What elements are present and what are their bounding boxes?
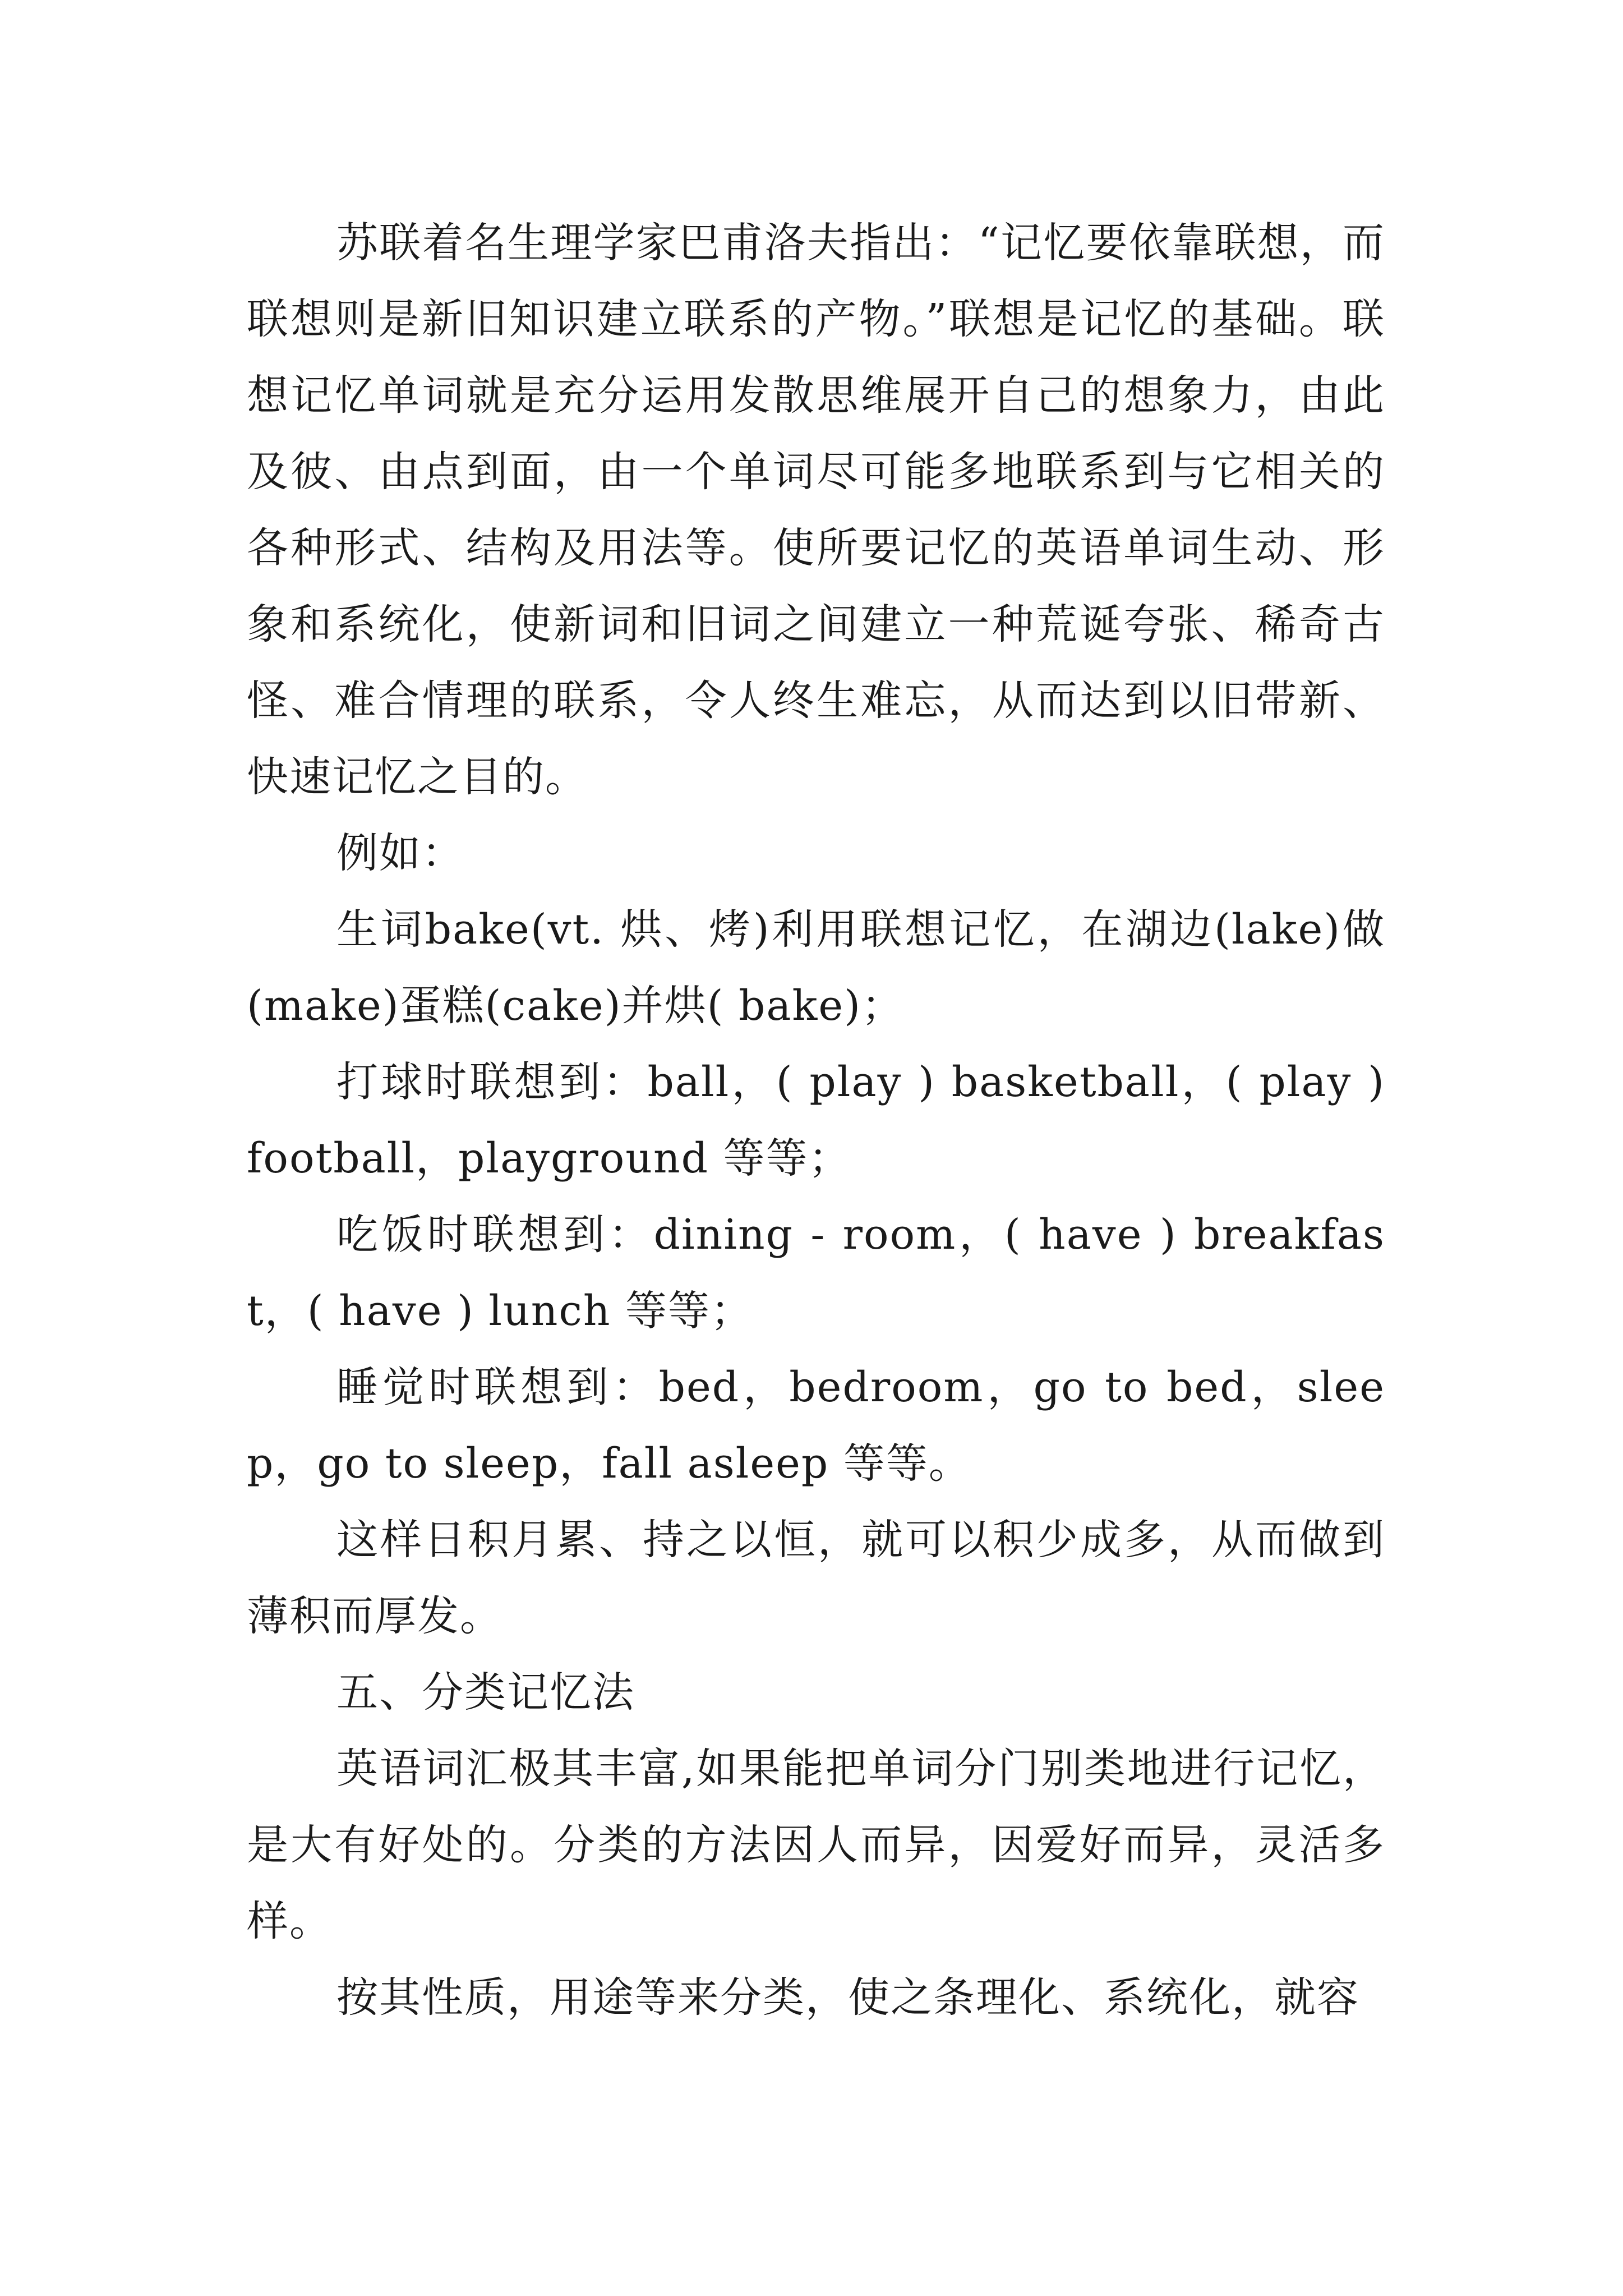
paragraph-ball-example: 打球时联想到：ball，( play ) basketball，( play ) football，playground 等等； [247,1058,1385,1182]
document-body [247,205,1385,2036]
paragraph-accumulate: 这样日积月累、持之以恒，就可以积少成多，从而做到薄积而厚发。 [247,1516,1385,1640]
paragraph-dining-example: 吃饭时联想到：dining - room，( have ) breakfast，( have ) lunch 等等； [247,1211,1385,1335]
paragraph-sleep-example: 睡觉时联想到：bed，bedroom，go to bed，sleep，go to sleep，fall asleep 等等。 [247,1363,1385,1488]
paragraph-bake-example: 生词bake(vt. 烘、烤)利用联想记忆，在湖边(lake)做(make)蛋糕(cake)并烘( bake)； [247,905,1385,1030]
section-heading-classification: 五、分类记忆法 [336,1668,635,1717]
paragraph-association-memory: 苏联着名生理学家巴甫洛夫指出：“记忆要依靠联想，而联想则是新旧知识建立联系的产物。”联想是记忆的基础。联想记忆单词就是充分运用发散思维展开自己的想象力，由此及彼、由点到面，由一个单词尽可能多地联系到与它相关的各种形式、结构及用法等。使所要记忆的英语单词生动、形象和系统化，使新词和旧词之间建立一种荒诞夸张、稀奇古怪、难合情理的联系，令人终生难忘，从而达到以旧带新、快速记忆之目的。 [247,219,1385,801]
paragraph-classification-intro: 英语词汇极其丰富,如果能把单词分门别类地进行记忆，是大有好处的。分类的方法因人而异，因爱好而异，灵活多样。 [247,1745,1385,1945]
paragraph-example-intro: 例如： [336,829,464,877]
paragraph-classification-method: 按其性质，用途等来分类，使之条理化、系统化，就容 [336,1973,1359,2022]
